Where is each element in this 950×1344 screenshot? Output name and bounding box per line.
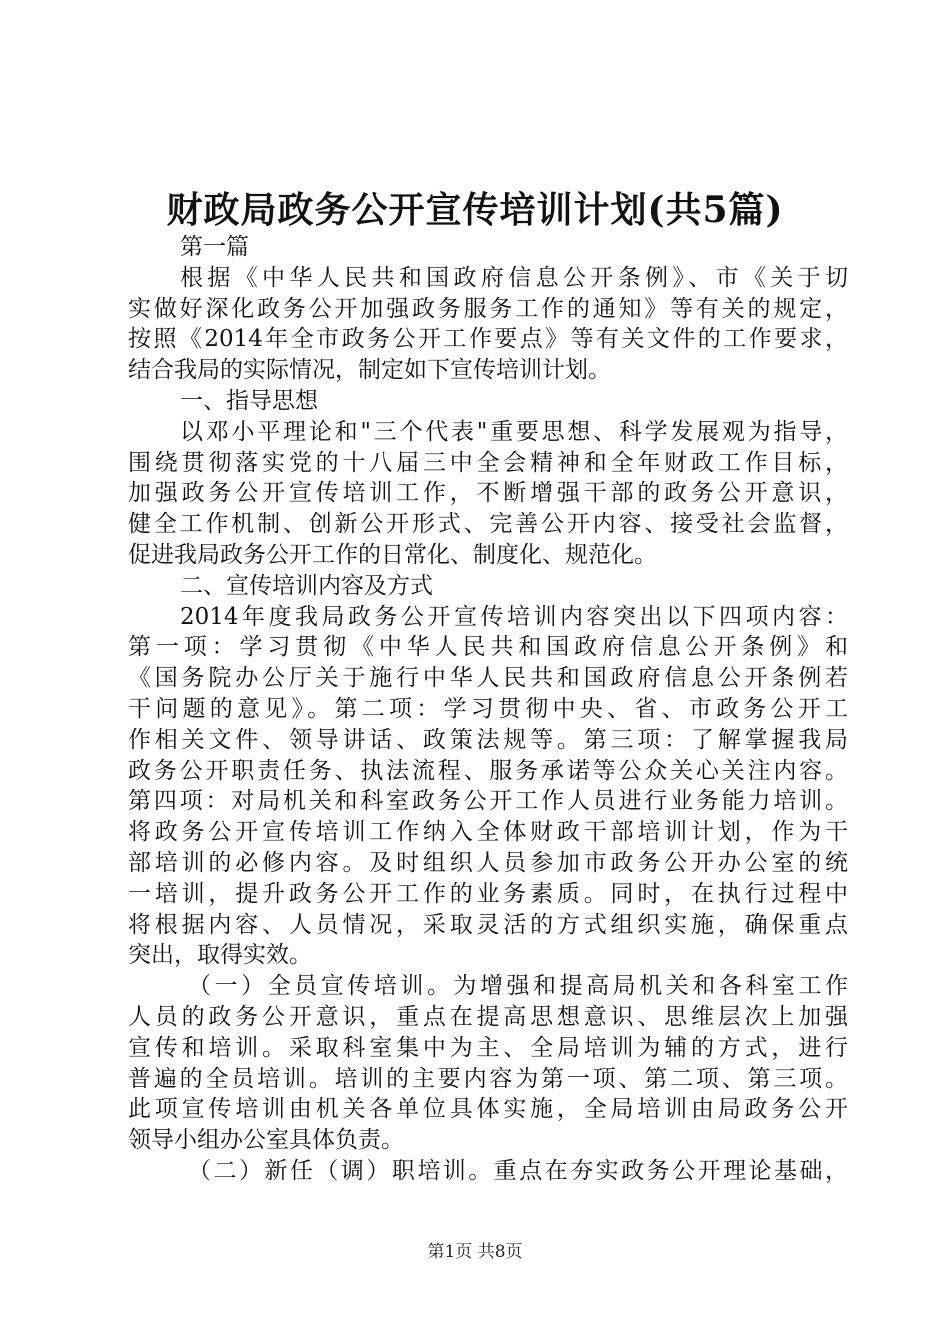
text-line: 部培训的必修内容。及时组织人员参加市政务公开办公室的统 [128, 849, 848, 876]
text-line: 干问题的意见》。第二项：学习贯彻中央、省、市政务公开工 [128, 695, 848, 722]
text-line: 政务公开职责任务、执法流程、服务承诺等公众关心关注内容。 [128, 757, 848, 784]
text-line: 第一项：学习贯彻《中华人民共和国政府信息公开条例》和 [128, 634, 848, 661]
text-line: 突出，取得实效。 [128, 942, 312, 969]
text-line: 人员的政务公开意识，重点在提高思想意识、思维层次上加强 [128, 1003, 848, 1030]
text-line: 一、指导思想 [180, 387, 318, 414]
text-line: 领导小组办公室具体负责。 [128, 1127, 404, 1154]
text-line: 第一篇 [180, 234, 249, 260]
text-line: 将根据内容、人员情况，采取灵活的方式组织实施，确保重点 [128, 911, 848, 938]
text-line: 以邓小平理论和"三个代表"重要思想、科学发展观为指导， [180, 418, 848, 445]
text-line: 将政务公开宣传培训工作纳入全体财政干部培训计划，作为干 [128, 819, 848, 846]
text-line: 促进我局政务公开工作的日常化、制度化、规范化。 [128, 541, 657, 568]
page-footer: 第1页 共8页 [427, 1242, 523, 1262]
text-line: 宣传和培训。采取科室集中为主、全局培训为辅的方式，进行 [128, 1034, 848, 1061]
text-line: （一）全员宣传培训。为增强和提高局机关和各科室工作 [188, 973, 848, 1000]
text-line: 第四项：对局机关和科室政务公开工作人员进行业务能力培训。 [128, 788, 848, 815]
text-line: 按照《2014年全市政务公开工作要点》等有关文件的工作要求， [128, 326, 848, 353]
text-line: 二、宣传培训内容及方式 [180, 572, 433, 599]
text-line: 结合我局的实际情况，制定如下宣传培训计划。 [128, 357, 611, 384]
text-line: 2014年度我局政务公开宣传培训内容突出以下四项内容： [180, 603, 848, 630]
text-line: 围绕贯彻落实党的十八届三中全会精神和全年财政工作目标， [128, 449, 848, 476]
text-line: 实做好深化政务公开加强政务服务工作的通知》等有关的规定， [128, 295, 848, 322]
text-line: 健全工作机制、创新公开形式、完善公开内容、接受社会监督， [128, 511, 848, 538]
text-line: 普遍的全员培训。培训的主要内容为第一项、第二项、第三项。 [128, 1065, 848, 1092]
text-line: （二）新任（调）职培训。重点在夯实政务公开理论基础， [188, 1157, 848, 1184]
document-body [128, 232, 848, 1187]
document-title: 财政局政务公开宣传培训计划(共5篇) [166, 189, 784, 231]
text-line: 根据《中华人民共和国政府信息公开条例》、市《关于切 [180, 264, 848, 291]
text-line: 此项宣传培训由机关各单位具体实施，全局培训由局政务公开 [128, 1096, 848, 1123]
text-line: 加强政务公开宣传培训工作，不断增强干部的政务公开意识， [128, 480, 848, 507]
text-line: 《国务院办公厅关于施行中华人民共和国政府信息公开条例若 [128, 665, 848, 692]
text-line: 作相关文件、领导讲话、政策法规等。第三项：了解掌握我局 [128, 726, 848, 753]
text-line: 一培训，提升政务公开工作的业务素质。同时，在执行过程中 [128, 880, 848, 907]
